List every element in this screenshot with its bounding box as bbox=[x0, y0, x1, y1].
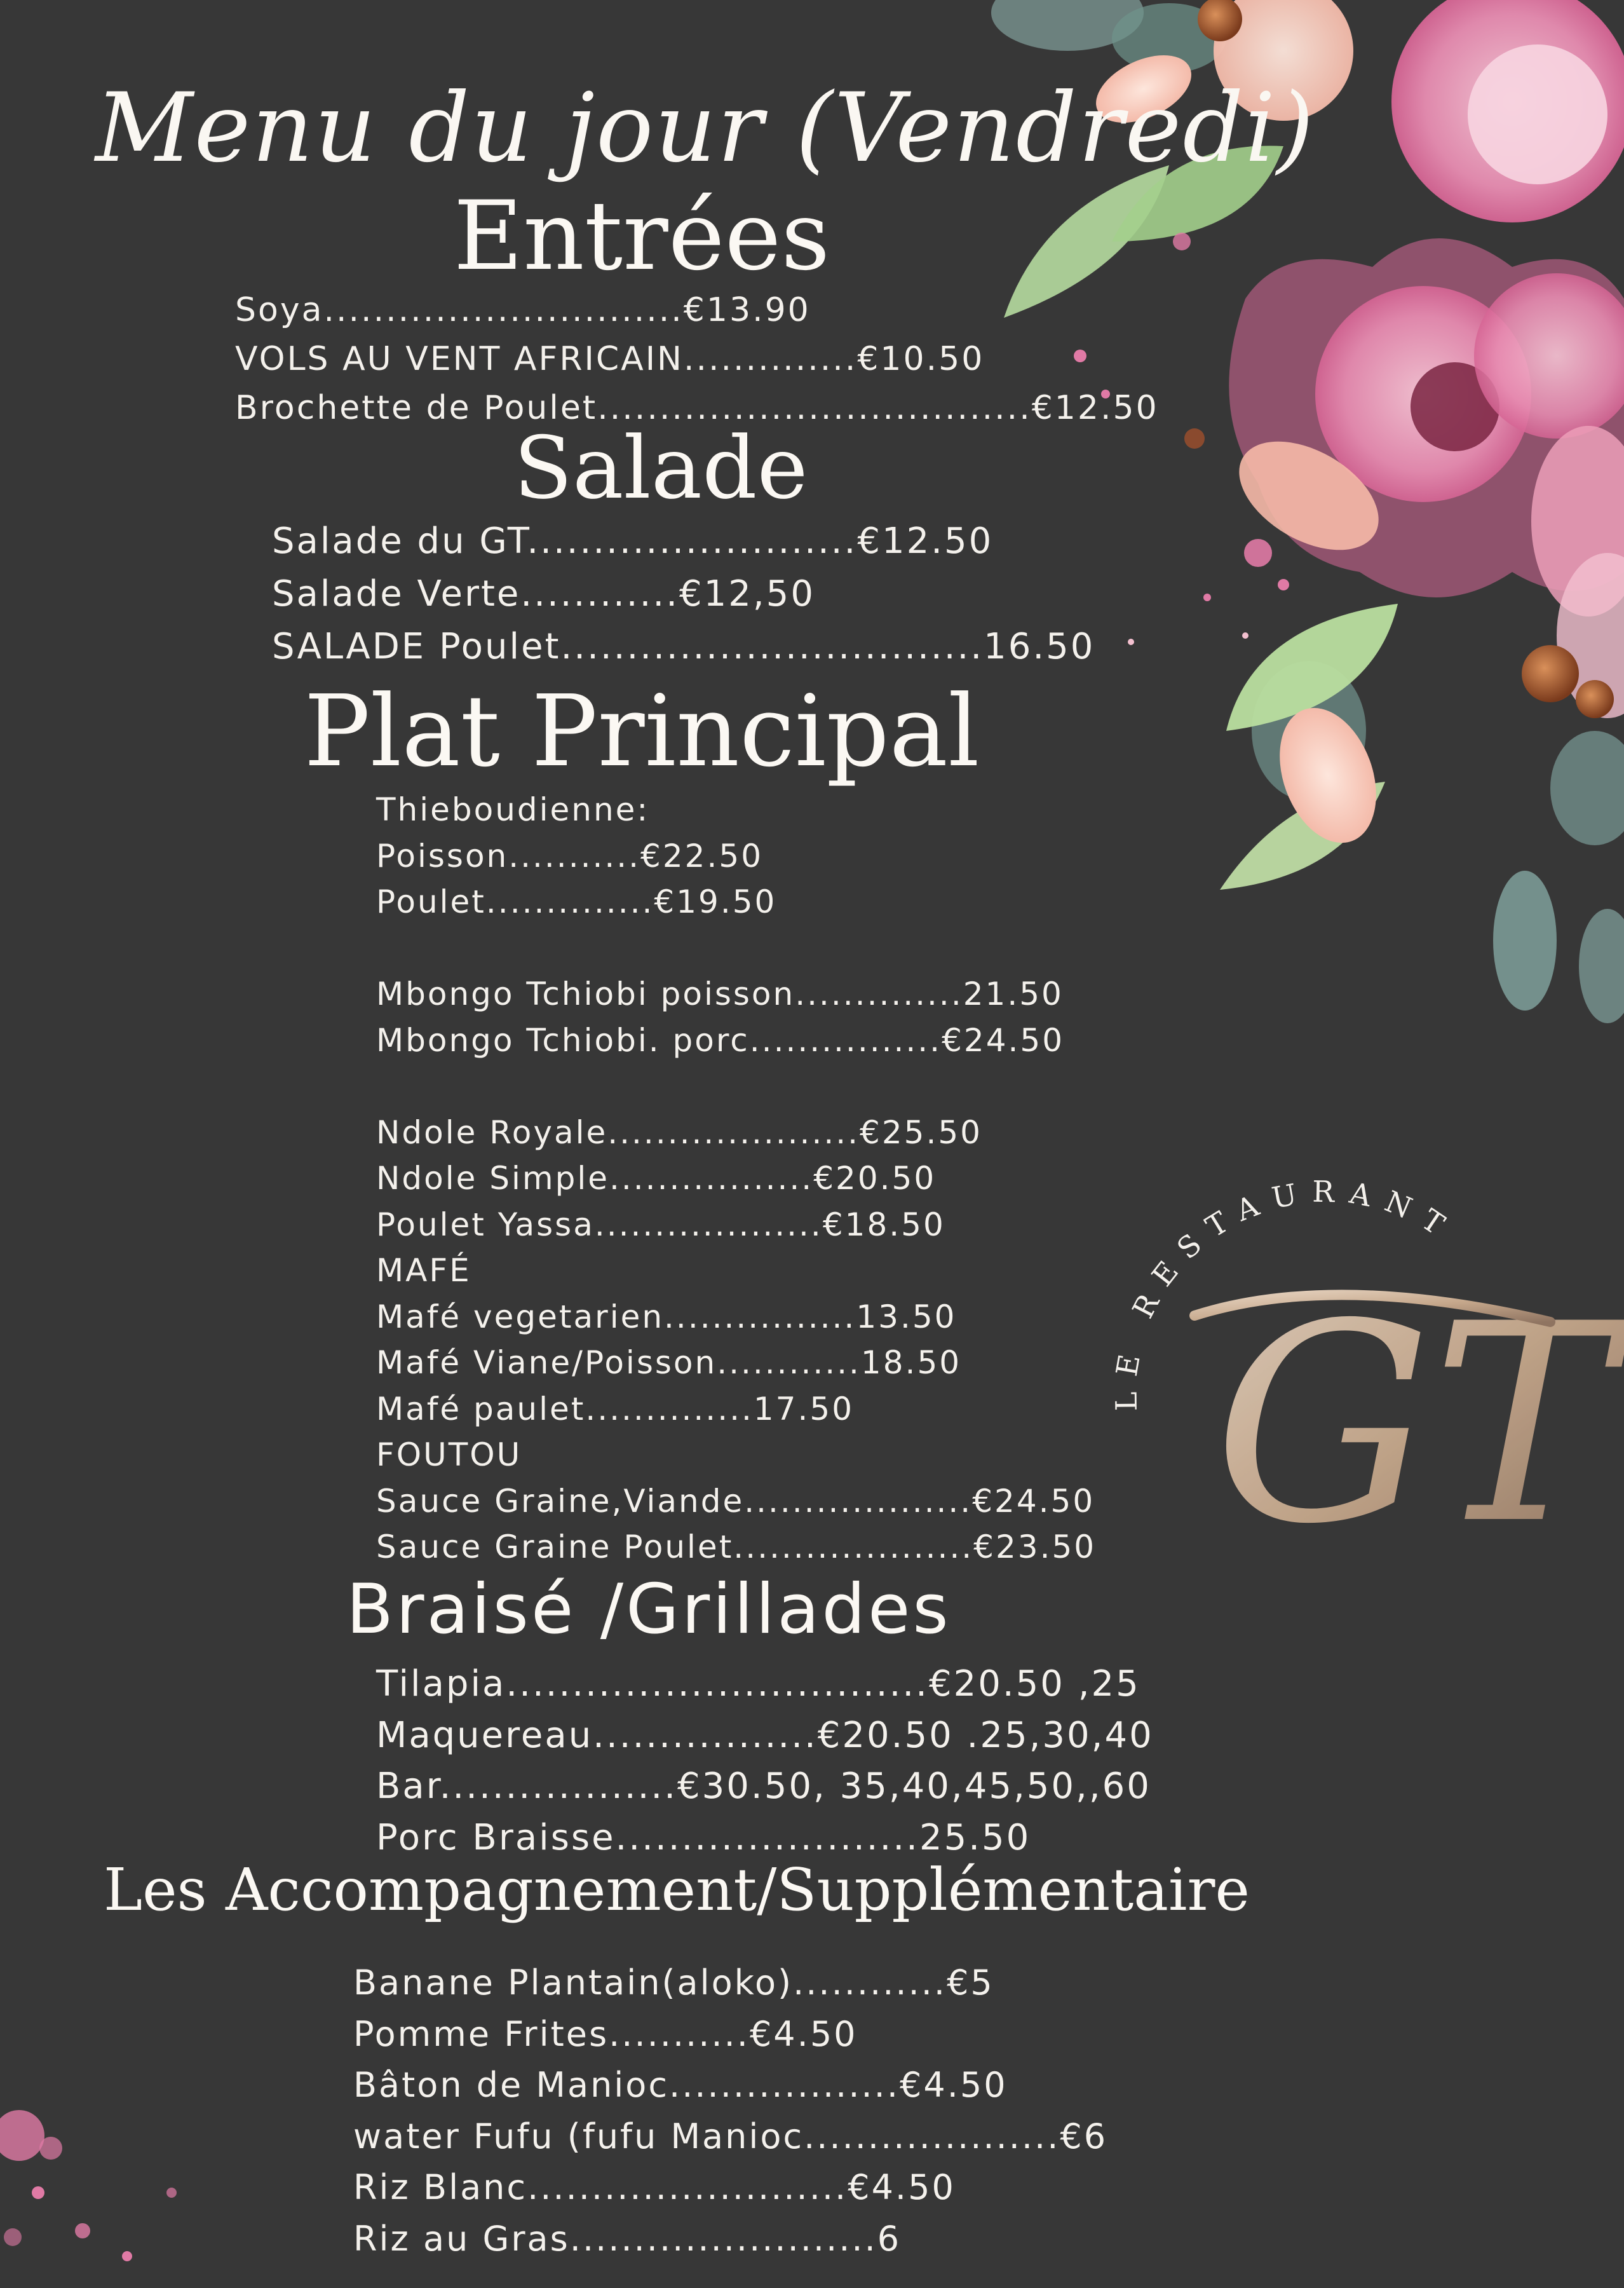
list-item: Salade Verte............€12,50 bbox=[272, 573, 815, 615]
list-item: Pomme Frites...........€4.50 bbox=[353, 2013, 858, 2054]
list-item: Bar..................€30.50, 35,40,45,50,,60 bbox=[376, 1766, 1151, 1807]
list-item: Brochette de Poulet...................................€12.50 bbox=[235, 389, 1159, 427]
section-title-entrees: Entrées bbox=[453, 181, 830, 292]
section-title-braise: Braisé /Grillades bbox=[346, 1570, 951, 1649]
list-item: Mafé paulet..............17.50 bbox=[376, 1390, 855, 1427]
list-item: Banane Plantain(aloko)............€5 bbox=[353, 1963, 994, 2003]
list-item: Porc Braisse.......................25.50 bbox=[376, 1816, 1031, 1858]
list-item: Tilapia................................€20.50 ,25 bbox=[376, 1663, 1140, 1705]
list-item: MAFÉ bbox=[376, 1252, 471, 1289]
list-item: Mbongo Tchiobi. porc................€24.50 bbox=[376, 1021, 1065, 1059]
list-item: Ndole Simple.................€20.50 bbox=[376, 1160, 937, 1197]
list-item: VOLS AU VENT AFRICAIN..............€10.50 bbox=[235, 340, 985, 378]
list-item: Maquereau.................€20.50 .25,30,40 bbox=[376, 1714, 1154, 1756]
list-item: Salade du GT.........................€12.50 bbox=[272, 521, 994, 562]
list-item: FOUTOU bbox=[376, 1436, 522, 1473]
salade-list bbox=[272, 515, 1095, 673]
list-item: Bâton de Manioc..................€4.50 bbox=[353, 2065, 1008, 2105]
section-title-salade: Salade bbox=[513, 418, 808, 518]
list-item: Soya.............................€13.90 bbox=[235, 291, 811, 329]
list-item: Mafé Viane/Poisson............18.50 bbox=[376, 1344, 962, 1381]
list-item: Riz au Gras........................6 bbox=[353, 2218, 902, 2259]
list-item: Poulet Yassa...................€18.50 bbox=[376, 1206, 945, 1243]
list-item: Sauce Graine Poulet....................€23.50 bbox=[376, 1529, 1097, 1565]
list-item: Ndole Royale.....................€25.50 bbox=[376, 1113, 982, 1151]
braise-list bbox=[376, 1659, 1154, 1863]
plat-list bbox=[376, 787, 1096, 1570]
pink-splatter-icon bbox=[0, 2097, 203, 2288]
section-title-accompagnement: Les Accompagnement/Supplémentaire bbox=[104, 1856, 1250, 1924]
logo-arc-text: LE RESTAURANT bbox=[1109, 1174, 1463, 1412]
list-item: SALADE Poulet................................16.50 bbox=[272, 626, 1095, 667]
list-item: Mbongo Tchiobi poisson..............21.50 bbox=[376, 976, 1064, 1012]
list-item: Mafé vegetarien................13.50 bbox=[376, 1298, 957, 1335]
menu-title: Menu du jour (Vendredi) bbox=[95, 73, 1315, 184]
list-item: Riz Blanc.........................€4.50 bbox=[353, 2167, 956, 2207]
accompagnement-list bbox=[353, 1958, 1107, 2264]
list-item: water Fufu (fufu Manioc....................€6 bbox=[353, 2116, 1108, 2156]
restaurant-logo bbox=[1067, 1174, 1614, 1584]
entrees-list bbox=[235, 286, 1159, 433]
logo-monogram: GT bbox=[1214, 1266, 1614, 1584]
list-item: Poisson...........€22.50 bbox=[376, 837, 764, 875]
list-item: Thieboudienne: bbox=[376, 791, 650, 828]
section-title-plat-principal: Plat Principal bbox=[304, 674, 980, 789]
list-item: Sauce Graine,Viande...................€24.50 bbox=[376, 1482, 1095, 1520]
list-item: Poulet..............€19.50 bbox=[376, 883, 777, 920]
